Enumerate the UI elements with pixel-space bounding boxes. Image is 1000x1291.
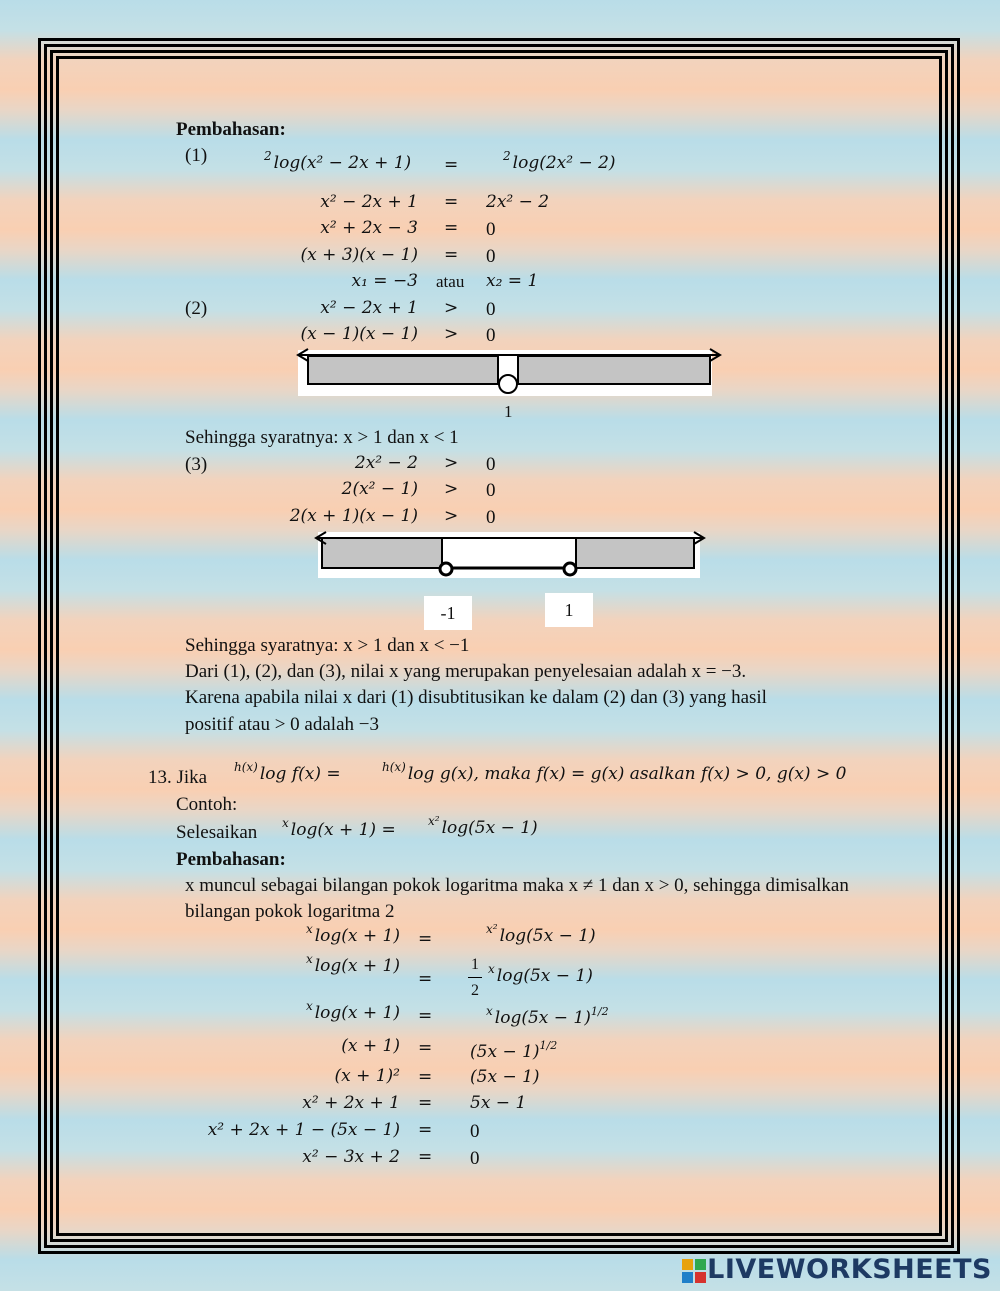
eq1-right: $^2$ log(2x² − 2) (503, 149, 616, 173)
eq6-sign: > (444, 298, 459, 318)
eq9-right: 0 (486, 480, 496, 501)
description-line-2: bilangan pokok logaritma 2 (185, 901, 395, 922)
step2-right: $^x$ log(5x − 1) (488, 962, 593, 986)
eq7-left: (x − 1)(x − 1) (300, 324, 418, 344)
step7-left: x² + 2x + 1 − (5x − 1) (207, 1120, 400, 1140)
eq4-right: 0 (486, 246, 496, 267)
step7-right: 0 (470, 1121, 480, 1142)
eq10-left: 2(x + 1)(x − 1) (289, 506, 418, 526)
item-number-2: (2) (185, 298, 208, 319)
selesaikan-label: Selesaikan (176, 822, 258, 843)
step3-sign: = (418, 1006, 433, 1026)
step5-left: (x + 1)² (334, 1066, 400, 1086)
eq9-sign: > (444, 479, 459, 499)
number-line-2-label-a: -1 (424, 596, 472, 630)
heading-pembahasan-2: Pembahasan: (176, 849, 286, 870)
step2-half-denominator: 2 (471, 982, 479, 999)
eq3-left: x² + 2x − 3 (320, 218, 418, 238)
eq7-sign: > (444, 324, 459, 344)
step3-right: $^x$ $\log(5x - 1)^{1/2}$ (486, 1004, 609, 1028)
number-line-1 (292, 346, 732, 398)
heading-pembahasan-1: Pembahasan: (176, 119, 286, 140)
conclusion-line-3: positif atau > 0 adalah −3 (185, 714, 379, 735)
step7-sign: = (418, 1120, 433, 1140)
eq10-right: 0 (486, 507, 496, 528)
step8-left: x² − 3x + 2 (302, 1147, 400, 1167)
step1-right: $^{x^2}$ log(5x − 1) (486, 922, 596, 946)
eq3-sign: = (444, 218, 459, 238)
item-number-1: (1) (185, 145, 208, 166)
eq10-sign: > (444, 506, 459, 526)
eq1-left: $^2$ log(x² − 2x + 1) (264, 149, 412, 173)
item-number-3: (3) (185, 454, 208, 475)
liveworksheets-logo[interactable] (681, 1254, 992, 1285)
eq8-right: 0 (486, 454, 496, 475)
eq4-left: (x + 3)(x − 1) (300, 245, 418, 265)
step8-right: 0 (470, 1148, 480, 1169)
step4-left: (x + 1) (341, 1036, 400, 1056)
syarat-2: Sehingga syaratnya: x > 1 dan x < −1 (185, 635, 470, 656)
eq8-left: 2x² − 2 (354, 453, 418, 473)
eq7-right: 0 (486, 325, 496, 346)
step2-left: $^x$ log(x + 1) (305, 952, 400, 976)
eq8-sign: > (444, 453, 459, 473)
conclusion-line-2: Karena apabila nilai x dari (1) disubtitusikan ke dalam (2) dan (3) yang hasil (185, 687, 767, 708)
eq4-sign: = (444, 245, 459, 265)
eq5-right: x₂ = 1 (486, 271, 539, 291)
description-line-1: x muncul sebagai bilangan pokok logaritma maka x ≠ 1 dan x > 0, sehingga dimisalkan (185, 875, 849, 896)
eq6-right: 0 (486, 299, 496, 320)
step2-sign: = (418, 969, 433, 989)
eq5-left: x₁ = −3 (351, 271, 418, 291)
step6-sign: = (418, 1093, 433, 1113)
eq2-left: x² − 2x + 1 (320, 192, 418, 212)
step6-left: x² + 2x + 1 (302, 1093, 400, 1113)
example-left: $^x$ log(x + 1) = (282, 816, 396, 840)
eq6-left: x² − 2x + 1 (320, 298, 418, 318)
step5-sign: = (418, 1067, 433, 1087)
number-line-2-label-b: 1 (545, 593, 593, 627)
eq2-sign: = (444, 192, 459, 212)
logo-squares-icon (681, 1258, 707, 1284)
eq3-right: 0 (486, 219, 496, 240)
eq5-atau: atau (436, 272, 465, 291)
step1-left: $^x$ log(x + 1) (305, 922, 400, 946)
contoh-label: Contoh: (176, 794, 238, 815)
rule-13-right: $^{h(x)}$ log g(x), maka f(x) = g(x) asalkan f(x) > 0, g(x) > 0 (382, 760, 847, 784)
example-right: $^{x^2}$ log(5x − 1) (428, 814, 538, 838)
number-line-1-label: 1 (504, 402, 513, 421)
step2-fraction-bar (468, 977, 482, 978)
rule-13-left: $^{h(x)}$ log f(x) = (234, 760, 341, 784)
conclusion-line-1: Dari (1), (2), dan (3), nilai x yang merupakan penyelesaian adalah x = −3. (185, 661, 747, 682)
step5-right: (5x − 1) (470, 1067, 540, 1087)
step4-sign: = (418, 1038, 433, 1058)
rule-13-number: 13. Jika (148, 767, 208, 788)
eq9-left: 2(x² − 1) (341, 479, 418, 499)
step1-sign: = (418, 929, 433, 949)
step4-right: $(5x - 1)^{1/2}$ (470, 1039, 558, 1062)
step6-right: 5x − 1 (470, 1093, 527, 1113)
logo-text: LIVEWORKSHEETS (707, 1254, 992, 1285)
eq1-sign: = (444, 155, 459, 175)
number-line-2 (308, 528, 708, 582)
step2-half-numerator: 1 (471, 956, 479, 973)
syarat-1: Sehingga syaratnya: x > 1 dan x < 1 (185, 427, 459, 448)
step8-sign: = (418, 1147, 433, 1167)
eq2-right: 2x² − 2 (486, 192, 550, 212)
step3-left: $^x$ log(x + 1) (305, 999, 400, 1023)
